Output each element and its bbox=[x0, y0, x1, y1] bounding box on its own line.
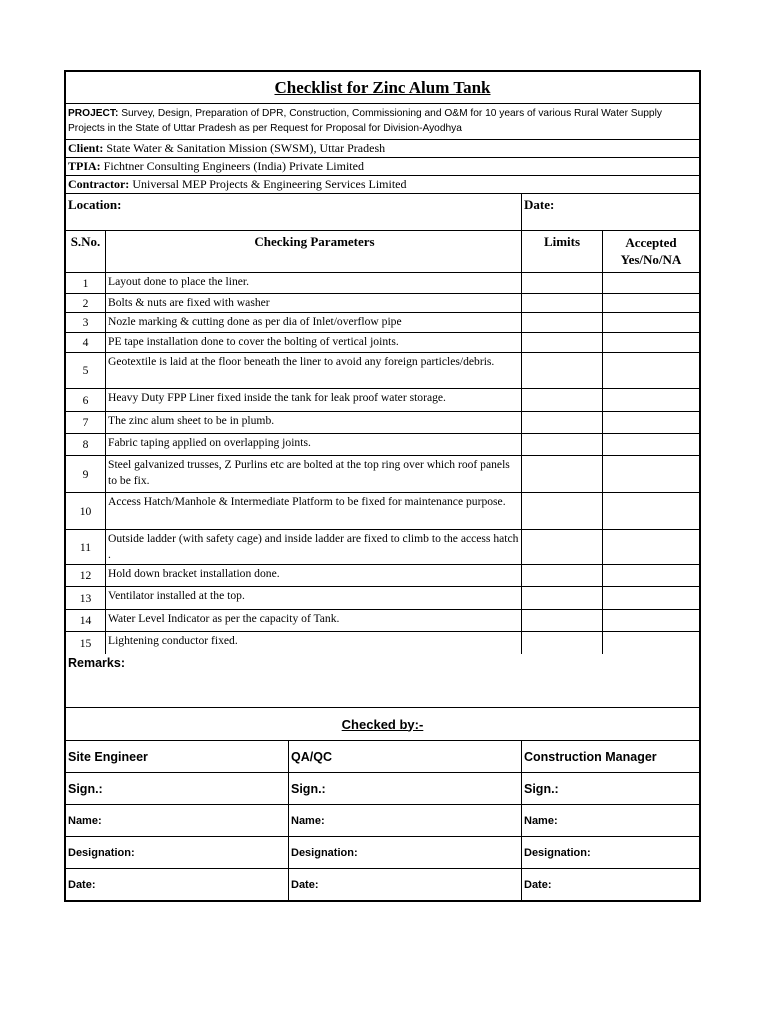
table-row bbox=[66, 389, 699, 412]
contractor-row bbox=[66, 176, 699, 194]
designation-field: Designation: bbox=[66, 837, 289, 868]
header-limits: Limits bbox=[522, 231, 603, 272]
table-row bbox=[66, 412, 699, 434]
contractor-label: Contractor: bbox=[68, 177, 130, 191]
table-row bbox=[66, 587, 699, 610]
item-parameter: Access Hatch/Manhole & Intermediate Platform to be fixed for maintenance purpose. bbox=[106, 493, 522, 529]
item-sno: 6 bbox=[66, 389, 106, 411]
name-field: Name: bbox=[524, 814, 558, 827]
project-label: PROJECT: bbox=[68, 108, 119, 119]
item-sno: 5 bbox=[66, 353, 106, 388]
header-accepted bbox=[603, 231, 699, 272]
item-parameter: Geotextile is laid at the floor beneath the liner to avoid any foreign particles/debris. bbox=[106, 353, 522, 388]
name-field: Name: bbox=[289, 805, 522, 836]
role-construction-manager: Construction Manager bbox=[524, 749, 657, 764]
signoff-date-field: Date: bbox=[524, 878, 552, 891]
item-sno: 14 bbox=[66, 610, 106, 631]
table-row bbox=[66, 353, 699, 389]
item-sno: 8 bbox=[66, 434, 106, 455]
item-parameter: Lightening conductor fixed. bbox=[106, 632, 522, 654]
item-limits-cell[interactable] bbox=[522, 333, 603, 352]
designation-field: Designation: bbox=[524, 846, 591, 859]
table-row bbox=[66, 273, 699, 294]
item-accepted-cell[interactable] bbox=[603, 565, 699, 586]
table-row bbox=[66, 530, 699, 565]
remarks-label: Remarks: bbox=[68, 656, 125, 670]
role-qa-qc: QA/QC bbox=[289, 741, 522, 772]
item-parameter: Steel galvanized trusses, Z Purlins etc are bolted at the top ring over which roof panels to be fix. bbox=[106, 456, 522, 492]
item-sno: 15 bbox=[66, 632, 106, 654]
item-sno: 13 bbox=[66, 587, 106, 609]
location-label: Location: bbox=[66, 194, 522, 230]
item-parameter: Water Level Indicator as per the capacity of Tank. bbox=[106, 610, 522, 631]
remarks-row bbox=[66, 654, 699, 708]
signoff-date-field: Date: bbox=[289, 869, 522, 900]
item-sno: 1 bbox=[66, 273, 106, 293]
item-limits-cell[interactable] bbox=[522, 389, 603, 411]
item-accepted-cell[interactable] bbox=[603, 412, 699, 433]
item-sno: 12 bbox=[66, 565, 106, 586]
item-limits-cell[interactable] bbox=[522, 273, 603, 293]
item-accepted-cell[interactable] bbox=[603, 353, 699, 388]
item-sno: 3 bbox=[66, 313, 106, 332]
table-row bbox=[66, 493, 699, 530]
sign-field: Sign.: bbox=[524, 781, 559, 796]
item-parameter: PE tape installation done to cover the bolting of vertical joints. bbox=[106, 333, 522, 352]
item-limits-cell[interactable] bbox=[522, 587, 603, 609]
checklist-sheet bbox=[64, 70, 701, 902]
header-sno: S.No. bbox=[66, 231, 106, 272]
item-limits-cell[interactable] bbox=[522, 493, 603, 529]
item-limits-cell[interactable] bbox=[522, 565, 603, 586]
table-row bbox=[66, 434, 699, 456]
project-row bbox=[66, 104, 699, 140]
item-accepted-cell[interactable] bbox=[603, 389, 699, 411]
item-limits-cell[interactable] bbox=[522, 610, 603, 631]
designation-row bbox=[66, 837, 699, 869]
client-value: State Water & Sanitation Mission (SWSM), Uttar Pradesh bbox=[103, 141, 386, 155]
date-label: Date: bbox=[524, 197, 555, 212]
item-sno: 11 bbox=[66, 530, 106, 564]
name-field: Name: bbox=[66, 805, 289, 836]
sign-row bbox=[66, 773, 699, 805]
item-parameter: Heavy Duty FPP Liner fixed inside the tank for leak proof water storage. bbox=[106, 389, 522, 411]
item-accepted-cell[interactable] bbox=[603, 456, 699, 492]
item-parameter: Ventilator installed at the top. bbox=[106, 587, 522, 609]
item-accepted-cell[interactable] bbox=[603, 493, 699, 529]
item-accepted-cell[interactable] bbox=[603, 587, 699, 609]
header-accepted-line1: Accepted bbox=[625, 235, 677, 250]
table-row bbox=[66, 610, 699, 632]
item-limits-cell[interactable] bbox=[522, 313, 603, 332]
tpia-value: Fichtner Consulting Engineers (India) Private Limited bbox=[100, 159, 364, 173]
table-header bbox=[66, 231, 699, 273]
client-label: Client: bbox=[68, 141, 104, 155]
table-row bbox=[66, 456, 699, 493]
signoff-date-row bbox=[66, 869, 699, 900]
name-row bbox=[66, 805, 699, 837]
item-parameter: Outside ladder (with safety cage) and inside ladder are fixed to climb to the access hatch . bbox=[106, 530, 522, 564]
tpia-row bbox=[66, 158, 699, 176]
item-parameter: Bolts & nuts are fixed with washer bbox=[106, 294, 522, 312]
header-checking-parameters: Checking Parameters bbox=[106, 231, 522, 272]
tpia-label: TPIA: bbox=[68, 159, 101, 173]
item-accepted-cell[interactable] bbox=[603, 333, 699, 352]
item-limits-cell[interactable] bbox=[522, 353, 603, 388]
item-accepted-cell[interactable] bbox=[603, 610, 699, 631]
sign-field: Sign.: bbox=[66, 773, 289, 804]
item-accepted-cell[interactable] bbox=[603, 434, 699, 455]
table-row bbox=[66, 565, 699, 587]
designation-field: Designation: bbox=[289, 837, 522, 868]
item-parameter: Fabric taping applied on overlapping joints. bbox=[106, 434, 522, 455]
checked-by-row bbox=[66, 708, 699, 741]
item-limits-cell[interactable] bbox=[522, 530, 603, 564]
item-limits-cell[interactable] bbox=[522, 434, 603, 455]
table-row bbox=[66, 632, 699, 654]
page-title: Checklist for Zinc Alum Tank bbox=[274, 77, 491, 97]
item-accepted-cell[interactable] bbox=[603, 632, 699, 654]
item-sno: 7 bbox=[66, 412, 106, 433]
item-parameter: Hold down bracket installation done. bbox=[106, 565, 522, 586]
item-parameter: Layout done to place the liner. bbox=[106, 273, 522, 293]
table-row bbox=[66, 294, 699, 313]
location-row bbox=[66, 194, 699, 231]
item-accepted-cell[interactable] bbox=[603, 294, 699, 312]
item-sno: 9 bbox=[66, 456, 106, 492]
title-row bbox=[66, 72, 699, 104]
item-parameter: Nozle marking & cutting done as per dia of Inlet/overflow pipe bbox=[106, 313, 522, 332]
role-site-engineer: Site Engineer bbox=[66, 741, 289, 772]
item-limits-cell[interactable] bbox=[522, 412, 603, 433]
client-row bbox=[66, 140, 699, 158]
item-sno: 4 bbox=[66, 333, 106, 352]
item-accepted-cell[interactable] bbox=[603, 313, 699, 332]
item-sno: 2 bbox=[66, 294, 106, 312]
checked-by-heading: Checked by:- bbox=[341, 716, 424, 732]
item-limits-cell[interactable] bbox=[522, 456, 603, 492]
item-accepted-cell[interactable] bbox=[603, 273, 699, 293]
item-accepted-cell[interactable] bbox=[603, 530, 699, 564]
item-limits-cell[interactable] bbox=[522, 632, 603, 654]
contractor-value: Universal MEP Projects & Engineering Services Limited bbox=[129, 177, 407, 191]
checklist-items bbox=[66, 273, 699, 654]
roles-row bbox=[66, 741, 699, 773]
table-row bbox=[66, 333, 699, 353]
header-accepted-line2: Yes/No/NA bbox=[620, 252, 682, 267]
sign-field: Sign.: bbox=[289, 773, 522, 804]
table-row bbox=[66, 313, 699, 333]
item-parameter: The zinc alum sheet to be in plumb. bbox=[106, 412, 522, 433]
project-text: Survey, Design, Preparation of DPR, Construction, Commissioning and O&M for 10 years of various Rural Water Supply Projects in the State of Uttar Pradesh as per Request for Proposal for Division-Ayodhya bbox=[68, 108, 662, 134]
signoff-date-field: Date: bbox=[66, 869, 289, 900]
item-limits-cell[interactable] bbox=[522, 294, 603, 312]
item-sno: 10 bbox=[66, 493, 106, 529]
